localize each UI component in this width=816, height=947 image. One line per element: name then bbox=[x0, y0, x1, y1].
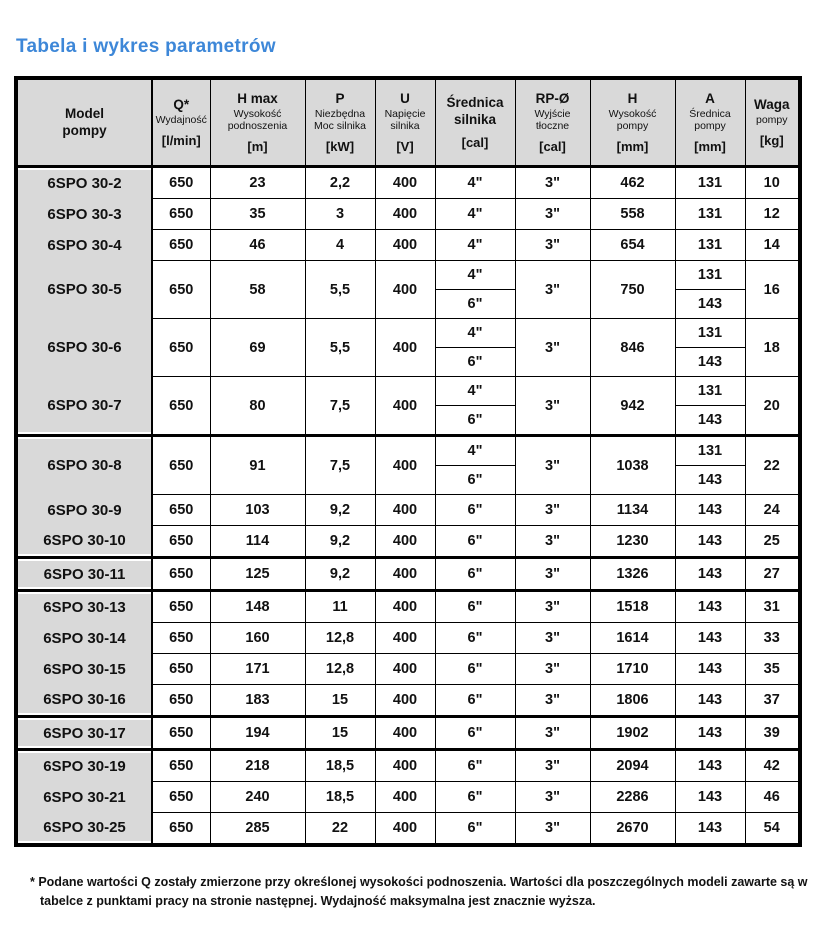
table-row bbox=[16, 526, 800, 558]
p-cell: 18,5 bbox=[305, 782, 375, 813]
col-header-hmax: H max Wysokość podnoszenia [m] bbox=[210, 78, 305, 167]
q-cell: 650 bbox=[152, 319, 210, 377]
weight-cell: 10 bbox=[745, 167, 800, 199]
q-cell: 650 bbox=[152, 230, 210, 261]
pump-diameter-cell: 143 bbox=[675, 495, 745, 526]
p-cell: 12,8 bbox=[305, 623, 375, 654]
hmax-cell: 35 bbox=[210, 199, 305, 230]
weight-cell: 12 bbox=[745, 199, 800, 230]
u-cell: 400 bbox=[375, 261, 435, 319]
hmax-cell: 114 bbox=[210, 526, 305, 558]
u-cell: 400 bbox=[375, 717, 435, 750]
q-cell: 650 bbox=[152, 199, 210, 230]
row-group-2 bbox=[16, 436, 800, 558]
height-cell: 1230 bbox=[590, 526, 675, 558]
model-cell: 6SPO 30-13 bbox=[16, 591, 152, 623]
motor-diameter-cell: 6" bbox=[435, 526, 515, 558]
pump-diameter-cell: 131 bbox=[675, 261, 745, 290]
motor-diameter-cell: 6" bbox=[435, 558, 515, 591]
weight-cell: 42 bbox=[745, 750, 800, 782]
table-row bbox=[16, 591, 800, 623]
col-header-a: A Średnica pompy [mm] bbox=[675, 78, 745, 167]
col-header-u: U Napięcie silnika [V] bbox=[375, 78, 435, 167]
u-cell: 400 bbox=[375, 654, 435, 685]
page-title: Tabela i wykres parametrów bbox=[16, 36, 276, 57]
p-cell: 5,5 bbox=[305, 319, 375, 377]
outlet-cell: 3" bbox=[515, 377, 590, 436]
height-cell: 1326 bbox=[590, 558, 675, 591]
p-cell: 2,2 bbox=[305, 167, 375, 199]
outlet-cell: 3" bbox=[515, 623, 590, 654]
p-cell: 7,5 bbox=[305, 377, 375, 436]
pump-diameter-cell: 143 bbox=[675, 717, 745, 750]
height-cell: 654 bbox=[590, 230, 675, 261]
outlet-cell: 3" bbox=[515, 167, 590, 199]
outlet-cell: 3" bbox=[515, 717, 590, 750]
model-cell: 6SPO 30-11 bbox=[16, 558, 152, 591]
q-cell: 650 bbox=[152, 167, 210, 199]
p-cell: 15 bbox=[305, 685, 375, 717]
u-cell: 400 bbox=[375, 685, 435, 717]
q-cell: 650 bbox=[152, 717, 210, 750]
motor-diameter-cell: 4" bbox=[435, 199, 515, 230]
model-cell: 6SPO 30-3 bbox=[16, 199, 152, 230]
hmax-cell: 218 bbox=[210, 750, 305, 782]
motor-diameter-cell: 4" bbox=[435, 319, 515, 348]
col-header-h: H Wysokość pompy [mm] bbox=[590, 78, 675, 167]
u-cell: 400 bbox=[375, 526, 435, 558]
outlet-cell: 3" bbox=[515, 782, 590, 813]
pump-diameter-cell: 143 bbox=[675, 348, 745, 377]
row-group-1 bbox=[16, 167, 800, 436]
hmax-cell: 80 bbox=[210, 377, 305, 436]
model-cell: 6SPO 30-25 bbox=[16, 813, 152, 846]
pump-diameter-cell: 131 bbox=[675, 230, 745, 261]
height-cell: 1710 bbox=[590, 654, 675, 685]
motor-diameter-cell: 6" bbox=[435, 290, 515, 319]
table-row bbox=[16, 813, 800, 846]
outlet-cell: 3" bbox=[515, 558, 590, 591]
q-cell: 650 bbox=[152, 591, 210, 623]
hmax-cell: 58 bbox=[210, 261, 305, 319]
model-cell: 6SPO 30-4 bbox=[16, 230, 152, 261]
pump-diameter-cell: 143 bbox=[675, 782, 745, 813]
motor-diameter-cell: 6" bbox=[435, 717, 515, 750]
q-cell: 650 bbox=[152, 526, 210, 558]
height-cell: 942 bbox=[590, 377, 675, 436]
table-header bbox=[16, 78, 800, 167]
weight-cell: 35 bbox=[745, 654, 800, 685]
height-cell: 1134 bbox=[590, 495, 675, 526]
height-cell: 558 bbox=[590, 199, 675, 230]
col-header-model: Model pompy bbox=[16, 78, 152, 167]
pump-diameter-cell: 143 bbox=[675, 406, 745, 436]
u-cell: 400 bbox=[375, 319, 435, 377]
parameters-table bbox=[14, 76, 802, 847]
q-cell: 650 bbox=[152, 685, 210, 717]
table-row bbox=[16, 230, 800, 261]
height-cell: 2286 bbox=[590, 782, 675, 813]
table-row bbox=[16, 750, 800, 782]
outlet-cell: 3" bbox=[515, 319, 590, 377]
motor-diameter-cell: 6" bbox=[435, 406, 515, 436]
p-cell: 9,2 bbox=[305, 495, 375, 526]
row-group-4 bbox=[16, 591, 800, 717]
q-cell: 650 bbox=[152, 813, 210, 846]
u-cell: 400 bbox=[375, 230, 435, 261]
table-row bbox=[16, 782, 800, 813]
pump-diameter-cell: 143 bbox=[675, 813, 745, 846]
p-cell: 5,5 bbox=[305, 261, 375, 319]
weight-cell: 31 bbox=[745, 591, 800, 623]
p-cell: 7,5 bbox=[305, 436, 375, 495]
weight-cell: 20 bbox=[745, 377, 800, 436]
outlet-cell: 3" bbox=[515, 436, 590, 495]
col-header-p: P Niezbędna Moc silnika [kW] bbox=[305, 78, 375, 167]
u-cell: 400 bbox=[375, 436, 435, 495]
row-group-5 bbox=[16, 717, 800, 750]
outlet-cell: 3" bbox=[515, 526, 590, 558]
footnote: * Podane wartości Q zostały zmierzone przy określonej wysokości podnoszenia. Wartości dla poszczególnych modeli zawarte są w tabelce z punktami pracy na stronie następnej. Wydajność maksymalna jest znacznie wyższa. bbox=[30, 875, 808, 908]
table-row bbox=[16, 558, 800, 591]
weight-cell: 54 bbox=[745, 813, 800, 846]
pump-diameter-cell: 143 bbox=[675, 558, 745, 591]
q-cell: 650 bbox=[152, 623, 210, 654]
p-cell: 11 bbox=[305, 591, 375, 623]
outlet-cell: 3" bbox=[515, 230, 590, 261]
u-cell: 400 bbox=[375, 750, 435, 782]
table-header-row bbox=[16, 78, 800, 167]
table-row bbox=[16, 717, 800, 750]
motor-diameter-cell: 4" bbox=[435, 230, 515, 261]
height-cell: 1038 bbox=[590, 436, 675, 495]
model-cell: 6SPO 30-21 bbox=[16, 782, 152, 813]
col-header-waga: Waga pompy [kg] bbox=[745, 78, 800, 167]
outlet-cell: 3" bbox=[515, 750, 590, 782]
height-cell: 846 bbox=[590, 319, 675, 377]
outlet-cell: 3" bbox=[515, 654, 590, 685]
model-cell: 6SPO 30-5 bbox=[16, 261, 152, 319]
model-cell: 6SPO 30-6 bbox=[16, 319, 152, 377]
pump-diameter-cell: 131 bbox=[675, 436, 745, 466]
pump-diameter-cell: 131 bbox=[675, 199, 745, 230]
motor-diameter-cell: 6" bbox=[435, 654, 515, 685]
model-cell: 6SPO 30-15 bbox=[16, 654, 152, 685]
p-cell: 4 bbox=[305, 230, 375, 261]
u-cell: 400 bbox=[375, 167, 435, 199]
motor-diameter-cell: 6" bbox=[435, 591, 515, 623]
hmax-cell: 125 bbox=[210, 558, 305, 591]
hmax-cell: 160 bbox=[210, 623, 305, 654]
u-cell: 400 bbox=[375, 558, 435, 591]
p-cell: 9,2 bbox=[305, 526, 375, 558]
p-cell: 9,2 bbox=[305, 558, 375, 591]
table-row bbox=[16, 261, 800, 290]
q-cell: 650 bbox=[152, 377, 210, 436]
p-cell: 3 bbox=[305, 199, 375, 230]
outlet-cell: 3" bbox=[515, 495, 590, 526]
table-row bbox=[16, 654, 800, 685]
model-cell: 6SPO 30-2 bbox=[16, 167, 152, 199]
outlet-cell: 3" bbox=[515, 591, 590, 623]
u-cell: 400 bbox=[375, 199, 435, 230]
motor-diameter-cell: 4" bbox=[435, 261, 515, 290]
motor-diameter-cell: 6" bbox=[435, 466, 515, 495]
p-cell: 18,5 bbox=[305, 750, 375, 782]
q-cell: 650 bbox=[152, 750, 210, 782]
u-cell: 400 bbox=[375, 623, 435, 654]
model-cell: 6SPO 30-17 bbox=[16, 717, 152, 750]
table-row bbox=[16, 623, 800, 654]
hmax-cell: 148 bbox=[210, 591, 305, 623]
p-cell: 22 bbox=[305, 813, 375, 846]
table-row bbox=[16, 199, 800, 230]
weight-cell: 27 bbox=[745, 558, 800, 591]
col-header-dia: Średnica silnika [cal] bbox=[435, 78, 515, 167]
height-cell: 1902 bbox=[590, 717, 675, 750]
weight-cell: 37 bbox=[745, 685, 800, 717]
weight-cell: 39 bbox=[745, 717, 800, 750]
model-cell: 6SPO 30-10 bbox=[16, 526, 152, 558]
pump-diameter-cell: 143 bbox=[675, 526, 745, 558]
hmax-cell: 240 bbox=[210, 782, 305, 813]
weight-cell: 16 bbox=[745, 261, 800, 319]
motor-diameter-cell: 6" bbox=[435, 750, 515, 782]
pump-diameter-cell: 143 bbox=[675, 654, 745, 685]
hmax-cell: 103 bbox=[210, 495, 305, 526]
weight-cell: 46 bbox=[745, 782, 800, 813]
col-header-q: Q* Wydajność [l/min] bbox=[152, 78, 210, 167]
pump-diameter-cell: 143 bbox=[675, 290, 745, 319]
pump-diameter-cell: 143 bbox=[675, 623, 745, 654]
motor-diameter-cell: 6" bbox=[435, 782, 515, 813]
table-row bbox=[16, 167, 800, 199]
pump-diameter-cell: 143 bbox=[675, 685, 745, 717]
table-row bbox=[16, 436, 800, 466]
page bbox=[0, 36, 816, 911]
hmax-cell: 91 bbox=[210, 436, 305, 495]
pump-diameter-cell: 143 bbox=[675, 750, 745, 782]
model-cell: 6SPO 30-9 bbox=[16, 495, 152, 526]
pump-diameter-cell: 131 bbox=[675, 319, 745, 348]
motor-diameter-cell: 6" bbox=[435, 813, 515, 846]
model-cell: 6SPO 30-16 bbox=[16, 685, 152, 717]
u-cell: 400 bbox=[375, 591, 435, 623]
outlet-cell: 3" bbox=[515, 685, 590, 717]
height-cell: 1614 bbox=[590, 623, 675, 654]
p-cell: 15 bbox=[305, 717, 375, 750]
hmax-cell: 69 bbox=[210, 319, 305, 377]
model-cell: 6SPO 30-14 bbox=[16, 623, 152, 654]
height-cell: 750 bbox=[590, 261, 675, 319]
hmax-cell: 285 bbox=[210, 813, 305, 846]
pump-diameter-cell: 131 bbox=[675, 167, 745, 199]
q-cell: 650 bbox=[152, 495, 210, 526]
motor-diameter-cell: 4" bbox=[435, 436, 515, 466]
height-cell: 1518 bbox=[590, 591, 675, 623]
pump-diameter-cell: 143 bbox=[675, 466, 745, 495]
row-group-6 bbox=[16, 750, 800, 846]
pump-diameter-cell: 143 bbox=[675, 591, 745, 623]
weight-cell: 18 bbox=[745, 319, 800, 377]
hmax-cell: 23 bbox=[210, 167, 305, 199]
hmax-cell: 183 bbox=[210, 685, 305, 717]
q-cell: 650 bbox=[152, 261, 210, 319]
height-cell: 1806 bbox=[590, 685, 675, 717]
q-cell: 650 bbox=[152, 558, 210, 591]
height-cell: 462 bbox=[590, 167, 675, 199]
p-cell: 12,8 bbox=[305, 654, 375, 685]
pump-diameter-cell: 131 bbox=[675, 377, 745, 406]
table-row bbox=[16, 319, 800, 348]
motor-diameter-cell: 6" bbox=[435, 685, 515, 717]
u-cell: 400 bbox=[375, 495, 435, 526]
hmax-cell: 194 bbox=[210, 717, 305, 750]
motor-diameter-cell: 4" bbox=[435, 377, 515, 406]
hmax-cell: 46 bbox=[210, 230, 305, 261]
motor-diameter-cell: 4" bbox=[435, 167, 515, 199]
motor-diameter-cell: 6" bbox=[435, 495, 515, 526]
motor-diameter-cell: 6" bbox=[435, 348, 515, 377]
u-cell: 400 bbox=[375, 813, 435, 846]
u-cell: 400 bbox=[375, 782, 435, 813]
col-header-outlet: RP-Ø Wyjście tłoczne [cal] bbox=[515, 78, 590, 167]
u-cell: 400 bbox=[375, 377, 435, 436]
weight-cell: 22 bbox=[745, 436, 800, 495]
weight-cell: 33 bbox=[745, 623, 800, 654]
model-cell: 6SPO 30-19 bbox=[16, 750, 152, 782]
height-cell: 2094 bbox=[590, 750, 675, 782]
outlet-cell: 3" bbox=[515, 261, 590, 319]
hmax-cell: 171 bbox=[210, 654, 305, 685]
motor-diameter-cell: 6" bbox=[435, 623, 515, 654]
table-row bbox=[16, 377, 800, 406]
outlet-cell: 3" bbox=[515, 199, 590, 230]
weight-cell: 14 bbox=[745, 230, 800, 261]
weight-cell: 24 bbox=[745, 495, 800, 526]
table-row bbox=[16, 685, 800, 717]
table-row bbox=[16, 495, 800, 526]
q-cell: 650 bbox=[152, 782, 210, 813]
row-group-3 bbox=[16, 558, 800, 591]
outlet-cell: 3" bbox=[515, 813, 590, 846]
height-cell: 2670 bbox=[590, 813, 675, 846]
q-cell: 650 bbox=[152, 654, 210, 685]
q-cell: 650 bbox=[152, 436, 210, 495]
model-cell: 6SPO 30-8 bbox=[16, 436, 152, 495]
weight-cell: 25 bbox=[745, 526, 800, 558]
model-cell: 6SPO 30-7 bbox=[16, 377, 152, 436]
